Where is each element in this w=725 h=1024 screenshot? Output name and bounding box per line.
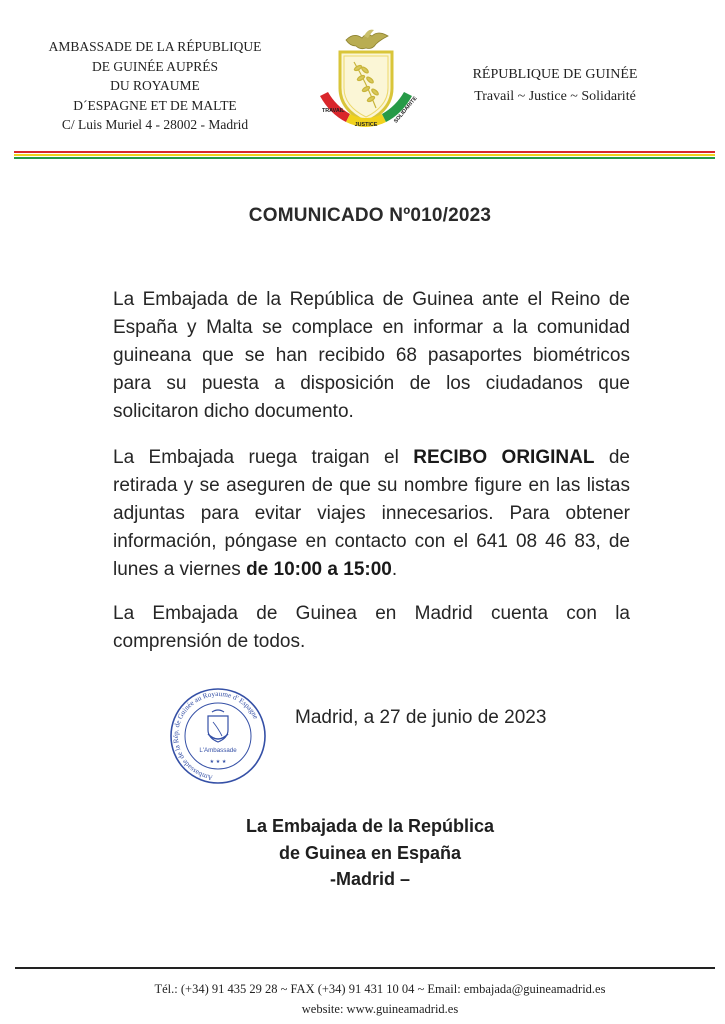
- text-segment: información, póngase en contacto con el 641 08 46 83, de: [113, 531, 630, 552]
- paragraph-line: [113, 600, 630, 628]
- stamp-emblem-icon: [208, 710, 228, 742]
- signature-line-3: -Madrid –: [329, 869, 410, 889]
- paragraph-line: [113, 628, 630, 656]
- embassy-address-block: [35, 37, 275, 135]
- paragraph-line: [113, 370, 630, 398]
- national-motto: Travail ~ Justice ~ Solidarité: [474, 89, 636, 104]
- text-segment: solicitaron dicho documento.: [113, 401, 354, 422]
- embassy-name-line-3: DU ROYAUME: [110, 78, 200, 93]
- paragraph-1: [113, 286, 630, 426]
- paragraph-line: [113, 472, 630, 500]
- embassy-address: C/ Luis Muriel 4 - 28002 - Madrid: [61, 117, 249, 132]
- embassy-name-line-2: DE GUINÉE AUPRÉS: [91, 58, 218, 74]
- text-segment: .: [391, 559, 398, 580]
- date-line: Madrid, a 27 de junio de 2023: [295, 707, 547, 728]
- signature-line-1: La Embajada de la República: [245, 816, 495, 836]
- bold-text: RECIBO ORIGINAL: [413, 447, 595, 468]
- footer-contact: [40, 979, 720, 1019]
- paragraph-line: [113, 342, 630, 370]
- dove-icon: [346, 30, 388, 49]
- text-segment: comprensión de todos.: [113, 631, 306, 652]
- signature-block: [170, 813, 570, 893]
- bold-text: de 10:00 a 15:00: [246, 559, 392, 580]
- embassy-name-line-4: D´ESPAGNE ET DE MALTE: [73, 97, 237, 113]
- text-segment: guineana que se han recibido 68 pasaportes biométricos: [113, 345, 630, 366]
- text-segment: retirada y se aseguren de que su nombre figure en las listas: [113, 475, 630, 496]
- text-segment: España y Malta se complace en informar a la comunidad: [113, 317, 630, 338]
- document-title: COMUNICADO Nº010/2023: [248, 205, 492, 226]
- republic-heading-block: [455, 64, 655, 108]
- stamp-center-text: L'Ambassade: [199, 747, 237, 754]
- signature-line-2: de Guinea en España: [278, 842, 462, 863]
- text-segment: La Embajada de la República de Guinea ante el Reino de: [113, 289, 630, 310]
- footer-divider: [15, 967, 715, 969]
- ribbon-text-justice: JUSTICE: [354, 122, 378, 128]
- text-segment: para su puesta a disposición de los ciudadanos que: [113, 373, 630, 394]
- ribbon-text-solidarite: SOLIDARITE: [393, 95, 419, 125]
- svg-text:TRAVAIL: [322, 108, 345, 114]
- stamp-ring-text: Ambassade de la Rép. de Guinée au Royaume d' Espagne: [171, 689, 260, 782]
- text-segment: La Embajada ruega traigan el: [113, 447, 414, 468]
- green-stripe: [14, 157, 715, 159]
- text-segment: de: [594, 447, 631, 468]
- footer-contact-line: Tél.: (+34) 91 435 29 28 ~ FAX (+34) 91 431 10 04 ~ Email: embajada@guineamadrid.es: [154, 982, 606, 996]
- embassy-name-line-1: AMBASSADE DE LA RÉPUBLIQUE: [48, 39, 262, 54]
- paragraph-line: [113, 556, 630, 584]
- paragraph-line: [113, 286, 630, 314]
- ribbon-text-travail: TRAVAIL: [322, 108, 345, 114]
- footer-website-line: website: www.guineamadrid.es: [301, 1002, 459, 1016]
- text-segment: lunes a viernes: [113, 559, 247, 580]
- embassy-stamp: [168, 686, 268, 786]
- paragraph-3: [113, 600, 630, 656]
- paragraph-line: [113, 528, 630, 556]
- paragraph-line: [113, 500, 630, 528]
- republic-name: RÉPUBLIQUE DE GUINÉE: [472, 67, 638, 82]
- stamp-stars-icon: ★ ★ ★: [209, 759, 227, 765]
- yellow-stripe: [14, 154, 715, 156]
- red-stripe: [14, 151, 715, 153]
- text-segment: adjuntas para evitar viajes innecesarios. Para obtener: [113, 503, 630, 524]
- coat-of-arms-icon: [316, 26, 419, 142]
- paragraph-2: [113, 444, 630, 584]
- paragraph-line: [113, 444, 630, 472]
- paragraph-line: [113, 398, 630, 426]
- text-segment: La Embajada de Guinea en Madrid cuenta con la: [113, 603, 630, 624]
- paragraph-line: [113, 314, 630, 342]
